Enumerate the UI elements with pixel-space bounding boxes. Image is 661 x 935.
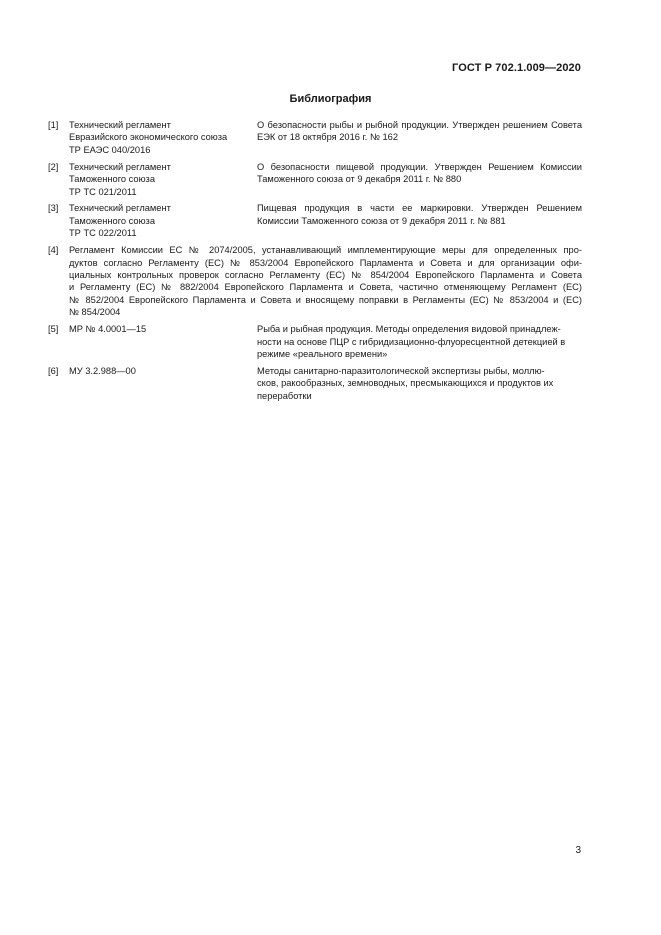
reference-description: Пищевая продукция в части ее маркировки. Утвержден Решением Комиссии Таможенного союза от 9 декабря 2011 г. № 881 <box>257 203 582 226</box>
reference-number: [3] <box>48 203 59 214</box>
reference-text-line: № 852/2004 Европейского Парламента и Совета и вносящему поправки в Регламенты (ЕС) № 853/2004 и (ЕС) <box>69 294 582 305</box>
reference-6 <box>48 365 582 402</box>
reference-number: [4] <box>48 245 59 256</box>
reference-source: Технический регламент Таможенного союза ТР ТС 021/2011 <box>69 161 171 197</box>
reference-description: О безопасности пищевой продукции. Утвержден Решением Комиссии Таможенного союза от 9 декабря 2011 г. № 880 <box>257 161 582 185</box>
bibliography-list <box>48 119 582 407</box>
reference-description: Рыба и рыбная продукция. Методы определения видовой принадлеж- ности на основе ПЦР с гибридизационно-флуоресцентной детекцией в режиме «реального времени» <box>257 324 566 359</box>
reference-5 <box>48 323 582 360</box>
reference-source: Технический регламент Евразийского экономического союза ТР ЕАЭС 040/2016 <box>69 120 228 155</box>
reference-text-line: Регламент Комиссии ЕС № 2074/2005, устанавливающий имплементирующие меры для определенных про- <box>69 245 582 256</box>
section-title: Библиография <box>289 93 372 105</box>
reference-2 <box>48 161 582 198</box>
page-number: 3 <box>575 845 581 856</box>
reference-3 <box>48 202 582 239</box>
reference-number: [2] <box>48 161 59 172</box>
reference-1 <box>48 119 582 156</box>
reference-description: Методы санитарно-паразитологической экспертизы рыбы, моллю- сков, ракообразных, земноводных, пресмыкающихся и продуктов их переработки <box>257 365 554 401</box>
reference-text-line: и Регламенту (ЕС) № 882/2004 Европейского Парламента и Совета, частично отменяющему Регламент (ЕС) <box>69 282 582 293</box>
reference-source: Технический регламент Таможенного союза ТР ТС 022/2011 <box>69 203 171 239</box>
reference-source: МУ 3.2.988—00 <box>69 365 136 376</box>
reference-number: [1] <box>48 120 59 130</box>
reference-source: МР № 4.0001—15 <box>69 324 147 335</box>
reference-number: [6] <box>48 365 59 376</box>
reference-text-line: № 854/2004 <box>69 307 121 318</box>
reference-text-line: дуктов согласно Регламенту (ЕС) № 853/2004 Европейского Парламента и Совета и для организации офи- <box>69 257 582 268</box>
document-code: ГОСТ Р 702.1.009—2020 <box>452 62 581 74</box>
reference-full-text <box>48 244 582 318</box>
reference-number: [5] <box>48 324 59 335</box>
reference-text-line: циальных контрольных проверок согласно Регламенту (ЕС) № 854/2004 Европейского Парламента и Совета <box>69 269 582 280</box>
reference-4 <box>48 244 582 318</box>
reference-description: О безопасности рыбы и рыбной продукции. Утвержден решением Совета ЕЭК от 18 октября 2016 г. № 162 <box>257 120 582 143</box>
